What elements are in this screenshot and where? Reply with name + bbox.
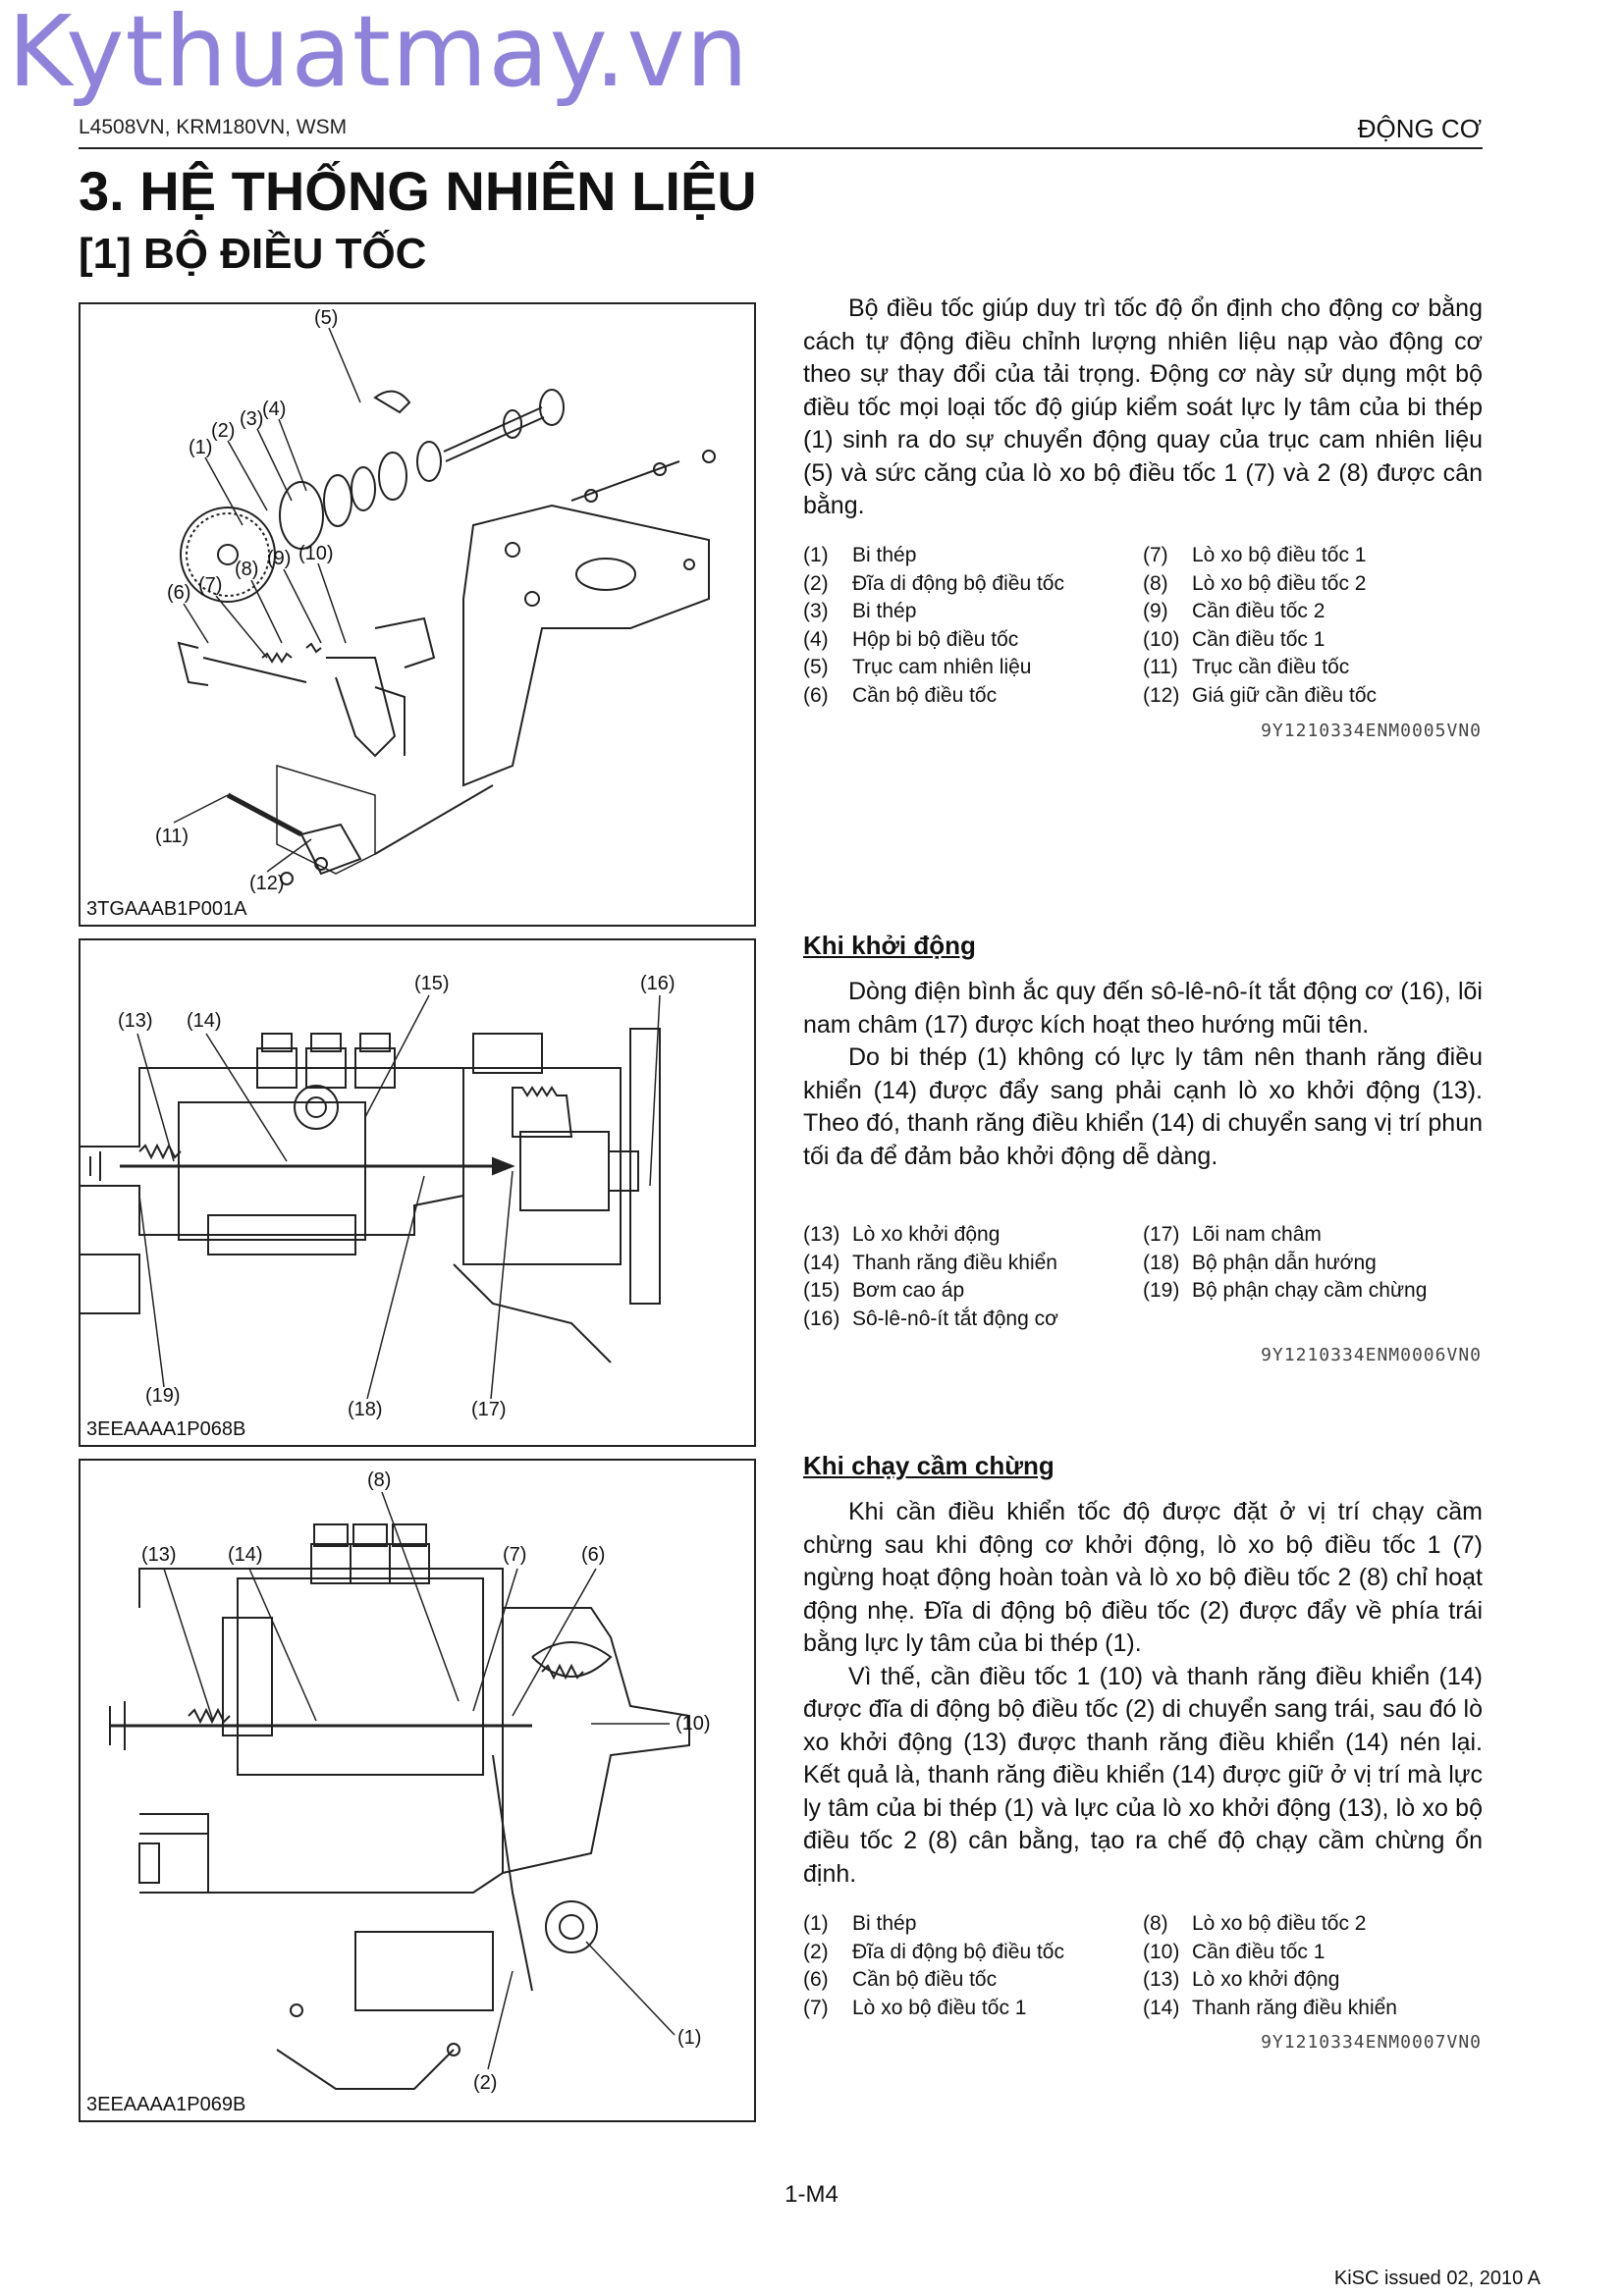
fig2-label-15: (15)	[414, 973, 450, 994]
legend-num: (19)	[1143, 1279, 1180, 1302]
legend-text: Lò xo khởi động	[1192, 1968, 1340, 1991]
legend-text: Bộ phận dẫn hướng	[1192, 1251, 1377, 1274]
legend-text: Bi thép	[852, 1912, 917, 1935]
fig1-label-5: (5)	[314, 307, 339, 329]
legend-num: (18)	[1143, 1251, 1180, 1274]
fig3-label-14: (14)	[228, 1544, 263, 1566]
legend-text: Lò xo bộ điều tốc 2	[1192, 571, 1367, 595]
paragraph: Bộ điều tốc giúp duy trì tốc độ ổn định cho động cơ bằng cách tự động điều chỉnh lượng nhiên liệu nạp vào động cơ theo sự thay đổi của tải trọng. Động cơ này sử dụng một bộ điều tốc mọi loại tốc độ giúp kiểm soát lực ly tâm của bi thép (1) sinh ra do sự chuyển động quay của trục cam nhiên liệu (5) và sức căng của lò xo bộ điều tốc 1 (7) và 2 (8) được cân bằng.	[803, 294, 1483, 519]
legend-text: Lò xo bộ điều tốc 2	[1192, 1912, 1367, 1935]
legend-num: (8)	[1143, 571, 1168, 595]
legend-num: (3)	[803, 600, 829, 622]
fig1-label-4: (4)	[262, 399, 287, 420]
fig2-label-18: (18)	[348, 1399, 383, 1420]
fig2-label-14: (14)	[187, 1010, 222, 1032]
fig2-label-19: (19)	[145, 1385, 181, 1407]
fig3-label-2: (2)	[473, 2072, 498, 2094]
reference-code: 9Y1210334ENM0007VN0	[1261, 2032, 1482, 2053]
legend-text: Cần bộ điều tốc	[852, 1968, 998, 1991]
legend-text: Bơm cao áp	[852, 1279, 965, 1302]
legend-text: Trục cần điều tốc	[1192, 656, 1350, 678]
fig2-label-17: (17)	[471, 1399, 507, 1420]
legend-text: Bi thép	[852, 544, 917, 566]
figure-starting	[79, 938, 756, 1447]
legend-text: Thanh răng điều khiển	[1192, 1996, 1397, 2019]
header-rule	[79, 147, 1483, 149]
fig3-label-13: (13)	[141, 1544, 177, 1566]
legend-num: (13)	[803, 1223, 840, 1246]
paragraph: Khi cần điều khiển tốc độ được đặt ở vị trí chạy cầm chừng sau khi động cơ khởi động, lò xo bộ điều tốc 1 (7) ngừng hoạt động hoàn toàn và lò xo bộ điều tốc 2 (8) chỉ hoạt động nhẹ. Đĩa di động bộ điều tốc (2) được đẩy về phía trái bằng lực ly tâm của bi thép (1).	[803, 1498, 1483, 1657]
legend-num: (7)	[803, 1996, 829, 2019]
fig1-label-3: (3)	[240, 408, 264, 430]
legend-num: (4)	[803, 627, 829, 651]
legend-num: (7)	[1143, 544, 1168, 566]
legend-text: Sô-lê-nô-ít tắt động cơ	[852, 1307, 1058, 1330]
issued-note: KiSC issued 02, 2010 A	[1333, 2268, 1541, 2289]
drive-gear	[181, 507, 275, 602]
header-model: L4508VN, KRM180VN, WSM	[79, 116, 348, 138]
governor-description	[803, 293, 1483, 523]
figure-governor-exploded	[79, 302, 756, 927]
legend-block1	[803, 542, 1483, 710]
legend-num: (16)	[803, 1307, 840, 1330]
figure-code: 3EEAAAA1P068B	[86, 1418, 246, 1440]
legend-block2	[803, 1221, 1483, 1333]
legend-num: (6)	[803, 1968, 829, 1991]
legend-num: (5)	[803, 656, 829, 678]
fig2-label-13: (13)	[118, 1010, 153, 1032]
legend-text: Bộ phận chạy cầm chừng	[1192, 1279, 1428, 1302]
fig1-label-9: (9)	[267, 548, 292, 569]
legend-num: (6)	[803, 683, 829, 707]
fig1-label-10: (10)	[298, 543, 334, 564]
legend-num: (8)	[1143, 1912, 1168, 1935]
legend-text: Lò xo khởi động	[852, 1223, 1001, 1246]
legend-num: (17)	[1143, 1223, 1180, 1246]
paragraph: Dòng điện bình ắc quy đến sô-lê-nô-ít tắt động cơ (16), lõi nam châm (17) được kích hoạt theo hướng mũi tên.	[803, 978, 1483, 1039]
legend-num: (1)	[803, 544, 829, 566]
legend-num: (15)	[803, 1279, 840, 1302]
legend-text: Lõi nam châm	[1192, 1223, 1322, 1246]
legend-text: Cần điều tốc 1	[1192, 1940, 1325, 1963]
legend-num: (2)	[803, 571, 829, 595]
legend-text: Hộp bi bộ điều tốc	[852, 627, 1019, 651]
fig1-label-8: (8)	[235, 559, 259, 580]
legend-num: (10)	[1143, 1940, 1180, 1963]
legend-block3	[803, 1910, 1483, 2022]
page-number: 1-M4	[784, 2181, 839, 2208]
fig1-label-2: (2)	[211, 420, 236, 442]
legend-num: (9)	[1143, 600, 1168, 622]
legend-num: (1)	[803, 1912, 829, 1935]
legend-num: (13)	[1143, 1968, 1180, 1991]
fig3-label-8: (8)	[367, 1469, 392, 1491]
reference-code: 9Y1210334ENM0005VN0	[1261, 721, 1482, 741]
legend-text: Cần điều tốc 1	[1192, 627, 1325, 651]
reference-code: 9Y1210334ENM0006VN0	[1261, 1345, 1482, 1365]
legend-text: Đĩa di động bộ điều tốc	[852, 1940, 1064, 1963]
idling-description	[803, 1496, 1483, 1891]
legend-num: (14)	[1143, 1996, 1180, 2019]
legend-text: Cần bộ điều tốc	[852, 683, 998, 707]
governor-exploded-drawing	[81, 304, 754, 925]
fig3-label-1: (1)	[677, 2027, 702, 2049]
fig3-label-7: (7)	[503, 1544, 527, 1566]
fig1-label-11: (11)	[155, 826, 189, 847]
watermark: Kythuatmay.vn	[8, 0, 749, 109]
fig1-label-1: (1)	[189, 437, 213, 458]
heading-idling: Khi chạy cầm chừng	[803, 1451, 1055, 1480]
legend-text: Cần điều tốc 2	[1192, 600, 1325, 622]
fig1-label-6: (6)	[167, 582, 191, 604]
legend-text: Đĩa di động bộ điều tốc	[852, 571, 1064, 595]
page-title: 3. HỆ THỐNG NHIÊN LIỆU	[79, 160, 757, 222]
header-section: ĐỘNG CƠ	[1357, 114, 1482, 143]
legend-text: Trục cam nhiên liệu	[852, 656, 1032, 678]
figure-code: 3TGAAAB1P001A	[86, 898, 247, 920]
paragraph: Do bi thép (1) không có lực ly tâm nên thanh răng điều khiển (14) được đẩy sang phải cạnh lò xo khởi động (13). Theo đó, thanh răng điều khiển (14) di chuyển sang vị trí phun tối đa để đảm bảo khởi động dễ dàng.	[803, 1043, 1483, 1170]
idling-drawing	[81, 1461, 754, 2120]
starting-drawing	[81, 940, 754, 1445]
legend-num	[1143, 1306, 1192, 1334]
legend-num: (2)	[803, 1940, 829, 1963]
legend-num: (10)	[1143, 627, 1180, 651]
fig1-label-7: (7)	[198, 574, 223, 596]
fig2-label-16: (16)	[640, 973, 676, 994]
starting-description	[803, 976, 1483, 1173]
legend-text: Giá giữ cần điều tốc	[1192, 683, 1377, 707]
legend-text: Bi thép	[852, 600, 917, 622]
legend-text: Lò xo bộ điều tốc 1	[1192, 544, 1367, 566]
heading-starting: Khi khởi động	[803, 931, 976, 960]
fig3-label-6: (6)	[581, 1544, 606, 1566]
legend-text: Thanh răng điều khiển	[852, 1251, 1057, 1274]
legend-text: Lò xo bộ điều tốc 1	[852, 1996, 1027, 2019]
paragraph: Vì thế, cần điều tốc 1 (10) và thanh răng điều khiển (14) được đĩa di động bộ điều tốc (2) di chuyển sang trái, sau đó lò xo khởi động (13) được thanh răng điều khiển (14) nén lại. Kết quả là, thanh răng điều khiển (14) được giữ ở vị trí mà lực ly tâm của bi thép (1) và lực của lò xo khởi động (13), lò xo bộ điều tốc 2 (8) cân bằng, tạo ra chế độ chạy cầm chừng ổn định.	[803, 1662, 1483, 1888]
figure-code: 3EEAAAA1P069B	[86, 2094, 246, 2115]
figure-idling	[79, 1459, 756, 2122]
fig1-label-12: (12)	[249, 873, 285, 894]
fig3-label-10: (10)	[676, 1713, 711, 1735]
legend-num: (14)	[803, 1251, 840, 1274]
legend-num: (12)	[1143, 683, 1180, 707]
section-subtitle: [1] BỘ ĐIỀU TỐC	[79, 230, 427, 278]
legend-num: (11)	[1143, 656, 1178, 678]
